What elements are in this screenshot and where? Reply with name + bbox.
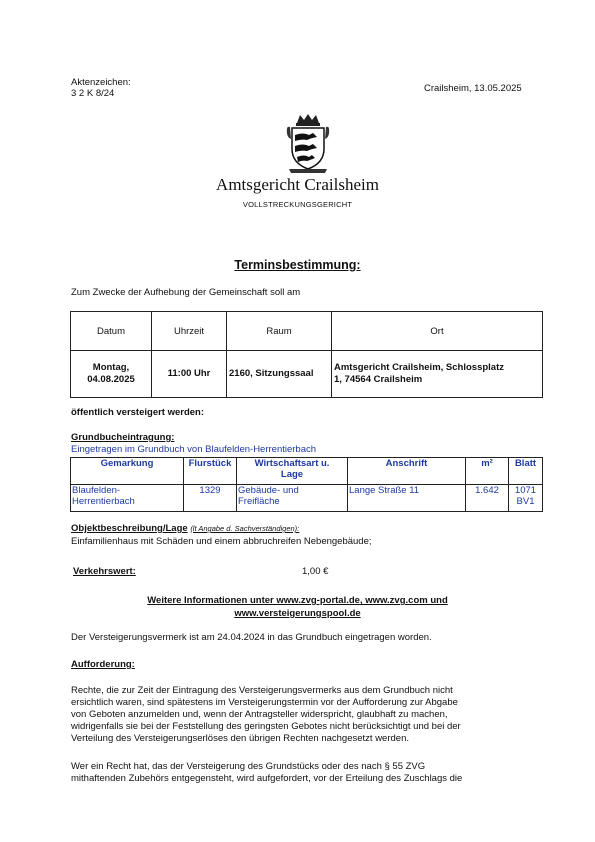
cell-blatt-line2: BV1	[516, 496, 535, 507]
cell-qm: 1.642	[466, 485, 509, 512]
land-register-header-row	[71, 458, 543, 485]
market-value-label: Verkehrswert:	[73, 566, 136, 577]
header-flurstueck: Flurstück	[184, 458, 237, 485]
coat-of-arms-icon	[283, 113, 333, 175]
cell-wirtschaftsart-line2: Freifläche	[238, 496, 280, 507]
request-paragraph-2	[71, 761, 531, 785]
cell-gemarkung-line1: Blaufelden-	[72, 485, 121, 496]
object-heading-line	[71, 523, 299, 535]
land-register-subheading: Eingetragen im Grundbuch von Blaufelden-Herrentierbach	[71, 444, 317, 455]
place-and-date: Crailsheim, 13.05.2025	[424, 83, 522, 94]
object-heading: Objektbeschreibung/Lage	[71, 523, 188, 534]
appointment-table	[70, 311, 543, 398]
court-department: VOLLSTRECKUNGSGERICHT	[242, 200, 353, 209]
header-raum: Raum	[227, 312, 332, 351]
header-wirtschaftsart	[237, 458, 348, 485]
header-anschrift: Anschrift	[348, 458, 466, 485]
appointment-weekday: Montag,	[92, 362, 130, 373]
file-reference-label: Aktenzeichen:	[71, 77, 131, 88]
header-datum: Datum	[71, 312, 152, 351]
cell-gemarkung	[71, 485, 184, 512]
register-note: Der Versteigerungsvermerk ist am 24.04.2024 in das Grundbuch eingetragen worden.	[71, 632, 432, 643]
cell-blatt-line1: 1071	[514, 485, 537, 496]
land-register-heading: Grundbucheintragung:	[71, 432, 175, 443]
auction-text: öffentlich versteigert werden:	[71, 407, 205, 418]
appointment-header-row	[71, 312, 543, 351]
cell-wirtschaftsart-line1: Gebäude- und	[238, 485, 299, 496]
header-gemarkung: Gemarkung	[71, 458, 184, 485]
cell-flurstueck: 1329	[184, 485, 237, 512]
header-blatt: Blatt	[509, 458, 543, 485]
request-paragraph-1	[71, 685, 531, 745]
appointment-place-line1: Amtsgericht Crailsheim, Schlossplatz	[334, 362, 504, 373]
request-heading: Aufforderung:	[71, 659, 135, 670]
request-p1-line: Verteilung des Versteigerungserlöses den übrigen Rechten nachgesetzt werden.	[71, 733, 409, 744]
header-wirtschaftsart-line2: Lage	[280, 469, 304, 480]
info-line-1: Weitere Informationen unter www.zvg-portal.de, www.zvg.com und	[147, 595, 448, 606]
land-register-table	[70, 457, 543, 512]
cell-blatt	[509, 485, 543, 512]
request-p2-line: mithaftenden Zubehörs entgegensteht, wird aufgefordert, vor der Erteilung des Zuschlags die	[71, 773, 463, 784]
appointment-time: 11:00 Uhr	[152, 351, 227, 398]
court-name: Amtsgericht Crailsheim	[216, 175, 379, 194]
header-qm: m²	[466, 458, 509, 485]
cell-gemarkung-line2: Herrentierbach	[72, 496, 135, 507]
request-p1-line: Rechte, die zur Zeit der Eintragung des Versteigerungsvermerks aus dem Grundbuch nicht	[71, 685, 453, 696]
request-p1-line: widrigenfalls sie bei der Feststellung des geringsten Gebotes nicht berücksichtigt und bei der	[71, 721, 461, 732]
land-register-row	[71, 485, 543, 512]
info-line-2: www.versteigerungspool.de	[234, 608, 361, 619]
request-p1-line: von Geboten anzumelden und, wenn der Antragsteller widerspricht, glaubhaft zu machen,	[71, 709, 448, 720]
object-heading-note: (lt Angabe d. Sachverständigen):	[190, 524, 300, 533]
appointment-place	[332, 351, 543, 398]
appointment-room: 2160, Sitzungssaal	[227, 351, 332, 398]
request-p2-line: Wer ein Recht hat, das der Versteigerung des Grundstücks oder des nach § 55 ZVG	[71, 761, 426, 772]
object-description: Einfamilienhaus mit Schäden und einem abbruchreifen Nebengebäude;	[71, 536, 372, 547]
intro-text: Zum Zwecke der Aufhebung der Gemeinschaft soll am	[71, 287, 301, 298]
header-wirtschaftsart-line1: Wirtschaftsart u.	[254, 458, 330, 469]
appointment-row	[71, 351, 543, 398]
document-title: Terminsbestimmung:	[234, 258, 361, 272]
appointment-date-value: 04.08.2025	[87, 374, 135, 385]
cell-wirtschaftsart	[237, 485, 348, 512]
appointment-date	[71, 351, 152, 398]
appointment-place-line2: 1, 74564 Crailsheim	[334, 374, 423, 385]
request-p1-line: ersichtlich waren, sind spätestens im Versteigerungstermin vor der Aufforderung zur Abgabe	[71, 697, 458, 708]
header-uhrzeit: Uhrzeit	[152, 312, 227, 351]
cell-anschrift: Lange Straße 11	[348, 485, 466, 512]
market-value-amount: 1,00 €	[302, 566, 329, 577]
file-reference: 3 2 K 8/24	[71, 88, 115, 99]
header-ort: Ort	[332, 312, 543, 351]
